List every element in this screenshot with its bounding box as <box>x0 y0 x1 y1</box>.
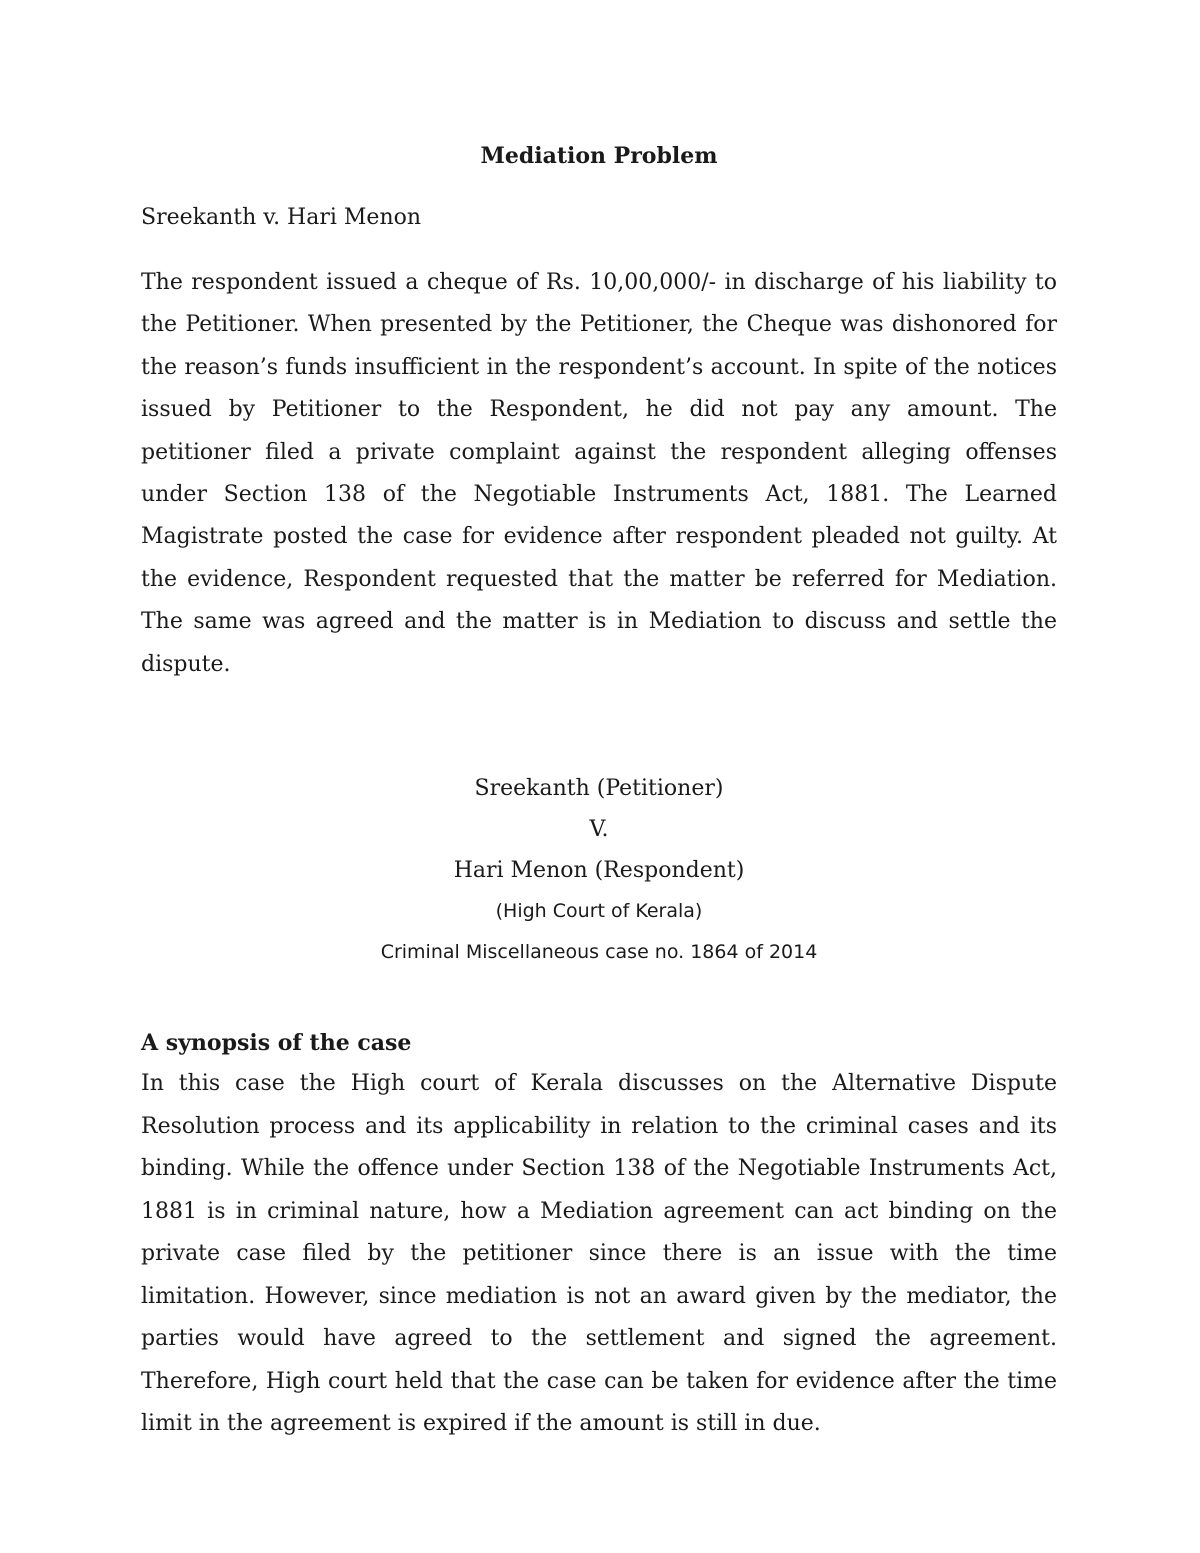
synopsis-paragraph: In this case the High court of Kerala discusses on the Alternative Dispute Resolution process and its applicability in relation to the criminal cases and its binding. While the offence under Section 138 of the Negotiable Instruments Act, 1881 is in criminal nature, how a Mediation agreement can act binding on the private case filed by the petitioner since there is an issue with the time limitation. However, since mediation is not an award given by the mediator, the parties would have agreed to the settlement and signed the agreement. Therefore, High court held that the case can be taken for evidence after the time limit in the agreement is expired if the amount is still in due. <box>141 1071 1057 1437</box>
document-title: Mediation Problem <box>480 143 718 169</box>
case-number: Criminal Miscellaneous case no. 1864 of 2014 <box>380 941 818 964</box>
document-body <box>141 136 1057 1446</box>
facts-paragraph: The respondent issued a cheque of Rs. 10,00,000/- in discharge of his liability to the Petitioner. When presented by the Petitioner, the Cheque was dishonored for the reason’s funds insufficient in the respondent’s account. In spite of the notices issued by Petitioner to the Respondent, he did not pay any amount. The petitioner filed a private complaint against the respondent alleging offenses under Section 138 of the Negotiable Instruments Act, 1881. The Learned Magistrate posted the case for evidence after respondent pleaded not guilty. At the evidence, Respondent requested that the matter be referred for Mediation. The same was agreed and the matter is in Mediation to discuss and settle the dispute. <box>141 270 1057 677</box>
respondent-name: Hari Menon (Respondent) <box>453 858 745 884</box>
court-name: (High Court of Kerala) <box>495 900 703 923</box>
versus-label: V. <box>589 817 609 843</box>
synopsis-heading: A synopsis of the case <box>141 1030 412 1057</box>
petitioner-name: Sreekanth (Petitioner) <box>474 776 724 802</box>
case-parties-block <box>141 768 1057 973</box>
case-name-line: Sreekanth v. Hari Menon <box>141 205 422 230</box>
